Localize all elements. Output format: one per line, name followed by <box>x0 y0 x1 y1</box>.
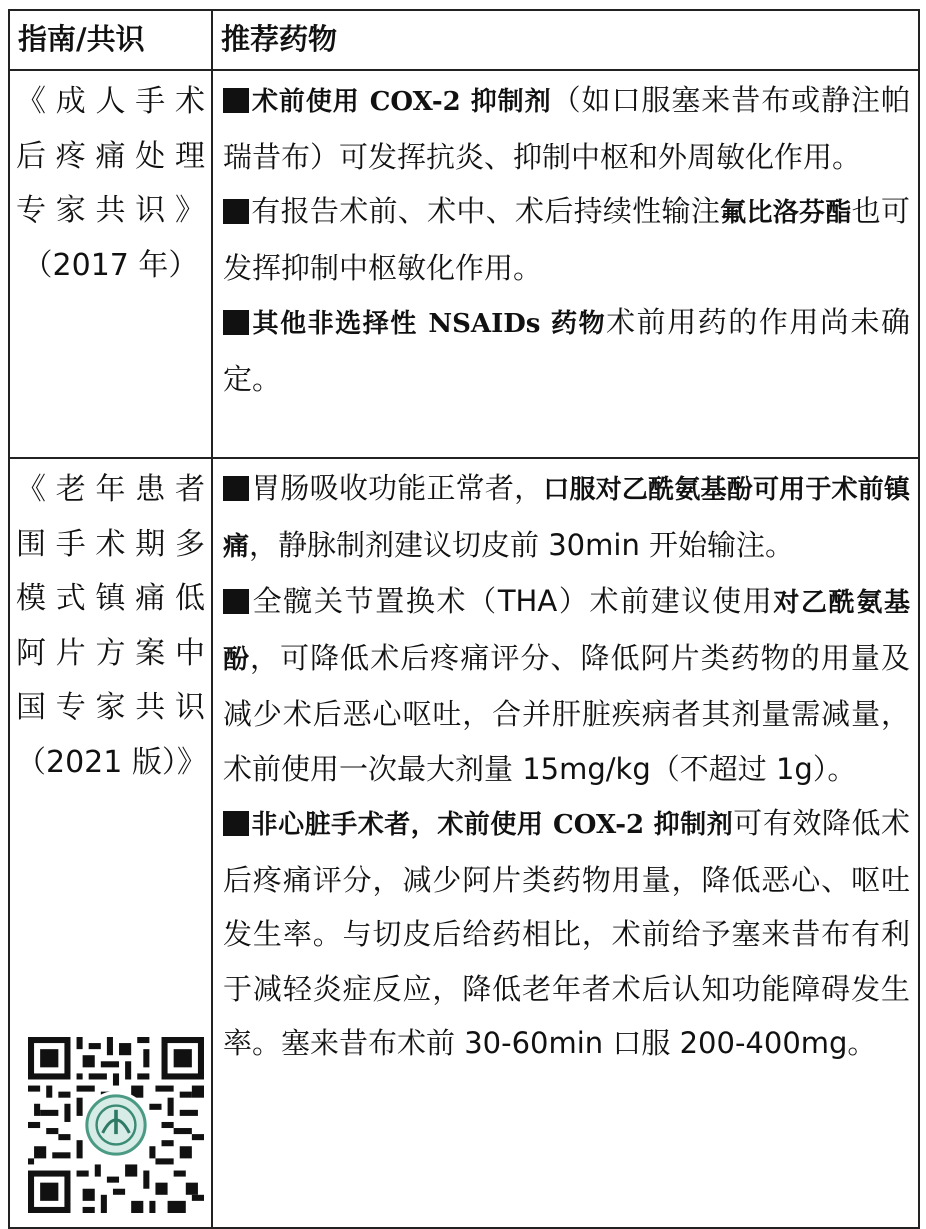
guideline-line: 阿片方案中 <box>16 635 205 671</box>
guideline-cell <box>9 70 212 458</box>
bullet-square-icon <box>223 88 249 113</box>
guideline-table <box>8 9 920 1229</box>
body-text: （如口服塞来昔布或静注帕瑞昔布）可发挥抗炎、抑制中枢和外周敏化作用。 <box>223 83 910 174</box>
guideline-line: （2017 年） <box>22 247 199 283</box>
bold-text: 其他非选择性 NSAIDs 药物 <box>251 309 607 339</box>
bold-text: 氟比洛芬酯 <box>720 198 852 228</box>
emblem-logo <box>82 1091 150 1159</box>
guideline-line: 专家共识》 <box>16 193 205 228</box>
recommendation-item <box>223 73 910 184</box>
recommendation-item <box>223 461 910 574</box>
recommendation-item <box>223 295 910 406</box>
guideline-line: 《老年患者 <box>16 472 205 507</box>
header-guideline: 指南/共识 <box>9 10 212 70</box>
body-text: 全髋关节置换术（THA）术前建议使用 <box>251 584 774 618</box>
body-text: 也可发挥抑制中枢敏化作用。 <box>223 194 910 285</box>
drugs-cell <box>212 70 919 458</box>
guideline-line: 围手术期多 <box>16 526 205 562</box>
table-row <box>9 70 919 458</box>
body-text: 术前用药的作用尚未确定。 <box>223 305 910 396</box>
body-text: 胃肠吸收功能正常者， <box>251 471 544 505</box>
guideline-cell <box>9 458 212 1228</box>
guideline-line: 国专家共识 <box>16 690 205 725</box>
bullet-square-icon <box>223 310 249 335</box>
bold-text: 非心脏手术者，术前使用 COX-2 抑制剂 <box>251 810 734 840</box>
drugs-cell <box>212 458 919 1228</box>
bold-text: 对乙酰氨基酚 <box>223 588 910 675</box>
body-text: 有报告术前、术中、术后持续性输注 <box>251 194 721 228</box>
body-text: ，静脉制剂建议切皮前 30min 开始输注。 <box>249 527 795 562</box>
guideline-line: 《成人手术 <box>16 84 205 119</box>
header-row <box>9 10 919 70</box>
guideline-line: （2021 版）》 <box>16 744 207 780</box>
qr-code-icon[interactable] <box>28 1037 204 1213</box>
recommendation-item <box>223 574 910 796</box>
guideline-line: 后疼痛处理 <box>16 138 205 174</box>
body-text: 可有效降低术后疼痛评分，减少阿片类药物用量，降低恶心、呕吐发生率。与切皮后给药相比，术前给予塞来昔布有利于减轻炎症反应，降低老年者术后认知功能障碍发生率。塞来昔布术前 30-60min 口服 200-400mg。 <box>223 806 910 1060</box>
bullet-square-icon <box>223 476 249 501</box>
guideline-line: 模式镇痛低 <box>16 581 205 616</box>
body-text: ，可降低术后疼痛评分、降低阿片类药物的用量及减少术后恶心呕吐，合并肝脏疾病者其剂量需减量，术前使用一次最大剂量 15mg/kg（不超过 1g）。 <box>223 640 910 786</box>
bullet-square-icon <box>223 589 249 614</box>
recommendation-item <box>223 796 910 1071</box>
table-row <box>9 458 919 1228</box>
recommendation-item <box>223 184 910 295</box>
bullet-square-icon <box>223 199 249 224</box>
header-drugs: 推荐药物 <box>212 10 919 70</box>
bullet-square-icon <box>223 811 249 836</box>
bold-text: 术前使用 COX-2 抑制剂 <box>251 87 552 117</box>
bold-text: 口服对乙酰氨基酚可用于术前镇痛 <box>223 475 910 562</box>
